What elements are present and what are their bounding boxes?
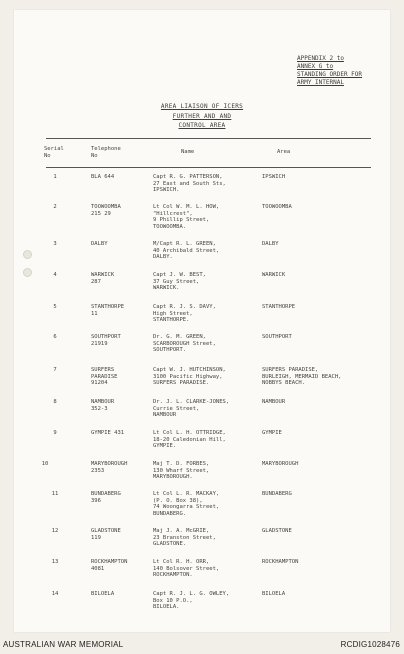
table-row [14, 204, 390, 234]
name-cell: Capt R. J. S. DAVY, High Street, STANTHORPE. [153, 304, 216, 324]
telephone-cell: GYMPIE 431 [91, 430, 125, 436]
header-serial: Serial No [44, 146, 64, 159]
name-cell: Dr. G. M. GREEN, SCARBOROUGH Street, SOUTHPORT. [153, 334, 216, 354]
table-row [14, 367, 390, 397]
name-cell: M/Capt R. L. GREEN, 40 Archibald Street, DALBY. [153, 241, 220, 261]
telephone-cell: DALBY [91, 241, 108, 247]
document-subtitle: CONTROL AREA [178, 122, 226, 129]
telephone-cell: BLA 644 [91, 174, 115, 180]
appendix-line: ARMY INTERNAL [297, 79, 344, 86]
area-cell: WARWICK [262, 272, 286, 278]
area-cell: TOOWOOMBA [262, 204, 292, 210]
telephone-cell: NAMBOUR 352-3 [91, 399, 115, 412]
area-cell: BILOELA [262, 591, 286, 597]
area-cell: GLADSTONE [262, 528, 292, 534]
serial-cell: 3 [53, 241, 57, 247]
table-top-rule [46, 138, 371, 139]
appendix-line: APPENDIX 2 to [297, 55, 344, 62]
serial-cell: 2 [53, 204, 57, 210]
document-page [14, 10, 390, 632]
table-row [14, 559, 390, 589]
telephone-cell: BILOELA [91, 591, 115, 597]
telephone-cell: GLADSTONE 119 [91, 528, 121, 541]
serial-cell: 4 [53, 272, 57, 278]
name-cell: Maj T. D. FORBES, 130 Wharf Street, MARYBOROUGH. [153, 461, 210, 481]
serial-cell: 11 [51, 491, 59, 497]
table-row [14, 528, 390, 558]
telephone-cell: SOUTHPORT 21919 [91, 334, 121, 347]
area-cell: SOUTHPORT [262, 334, 292, 340]
footer-record-id: RCDIG1028476 [340, 640, 400, 649]
area-cell: STANTHORPE [262, 304, 296, 310]
area-cell: SURFERS PARADISE, BURLEIGH, MERMAID BEACH, NOBBYS BEACH. [262, 367, 342, 387]
footer-source: AUSTRALIAN WAR MEMORIAL [3, 640, 124, 649]
header-name: Name [181, 149, 195, 155]
table-row [14, 430, 390, 460]
telephone-cell: ROCKHAMPTON 4081 [91, 559, 128, 572]
table-row [14, 304, 390, 334]
table-row [14, 334, 390, 364]
table-row [14, 272, 390, 302]
serial-cell: 7 [53, 367, 57, 373]
name-cell: Capt J. W. BEST, 37 Guy Street, WARWICK. [153, 272, 206, 292]
serial-cell: 14 [51, 591, 59, 597]
header-telephone: Telephone No [91, 146, 121, 159]
name-cell: Lt Col R. H. ORR, 140 Bolsover Street, ROCKHAMPTON. [153, 559, 220, 579]
name-cell: Lt Col L. H. OTTRIDGE, 18-20 Caledonian Hill, GYMPIE. [153, 430, 226, 450]
area-cell: GYMPIE [262, 430, 282, 436]
table-row [14, 399, 390, 429]
name-cell: Capt W. J. HUTCHINSON, 3100 Pacific Highway, SURFERS PARADISE. [153, 367, 226, 387]
telephone-cell: MARYBOROUGH 2353 [91, 461, 128, 474]
appendix-line: STANDING ORDER FOR [297, 71, 363, 78]
name-cell: Capt R. J. L. G. OWLEY, Box 10 P.O., BILOELA. [153, 591, 230, 611]
serial-cell: 9 [53, 430, 57, 436]
telephone-cell: STANTHORPE 11 [91, 304, 125, 317]
area-cell: BUNDABERG [262, 491, 292, 497]
telephone-cell: TOOWOOMBA 215 29 [91, 204, 121, 217]
area-cell: DALBY [262, 241, 279, 247]
serial-cell: 6 [53, 334, 57, 340]
area-cell: IPSWICH [262, 174, 286, 180]
document-subtitle: FURTHER AND AND [172, 113, 232, 120]
area-cell: ROCKHAMPTON [262, 559, 299, 565]
name-cell: Dr. J. L. CLARKE-JONES, Currie Street, NAMBOUR [153, 399, 230, 419]
serial-cell: 12 [51, 528, 59, 534]
name-cell: Lt Col W. M. L. HOW, "Hillcrest", 9 Phillip Street, TOOWOOMBA. [153, 204, 220, 231]
telephone-cell: SURFERS PARADISE 91204 [91, 367, 118, 387]
telephone-cell: BUNDABERG 396 [91, 491, 121, 504]
table-header-rule [46, 167, 371, 168]
appendix-line: ANNEX G to [297, 63, 334, 70]
name-cell: Maj J. A. McGRIE, 23 Branston Street, GLADSTONE. [153, 528, 216, 548]
serial-cell: 5 [53, 304, 57, 310]
table-row [14, 591, 390, 621]
serial-cell: 1 [53, 174, 57, 180]
name-cell: Capt R. G. PATTERSON, 27 East and South Sts, IPSWICH. [153, 174, 226, 194]
serial-cell: 13 [51, 559, 59, 565]
area-cell: NAMBOUR [262, 399, 286, 405]
telephone-cell: WARWICK 287 [91, 272, 115, 285]
serial-cell: 8 [53, 399, 57, 405]
document-title: AREA LIAISON OF ICERS [160, 103, 244, 110]
appendix-reference [297, 55, 362, 87]
table-row [14, 174, 390, 204]
table-row [14, 461, 390, 491]
header-area: Area [277, 149, 291, 155]
table-row [14, 241, 390, 271]
area-cell: MARYBOROUGH [262, 461, 299, 467]
serial-cell: 10 [41, 461, 49, 467]
table-row [14, 491, 390, 521]
name-cell: Lt Col L. R. MACKAY, (P. O. Box 38), 74 Woongarra Street, BUNDABERG. [153, 491, 220, 518]
